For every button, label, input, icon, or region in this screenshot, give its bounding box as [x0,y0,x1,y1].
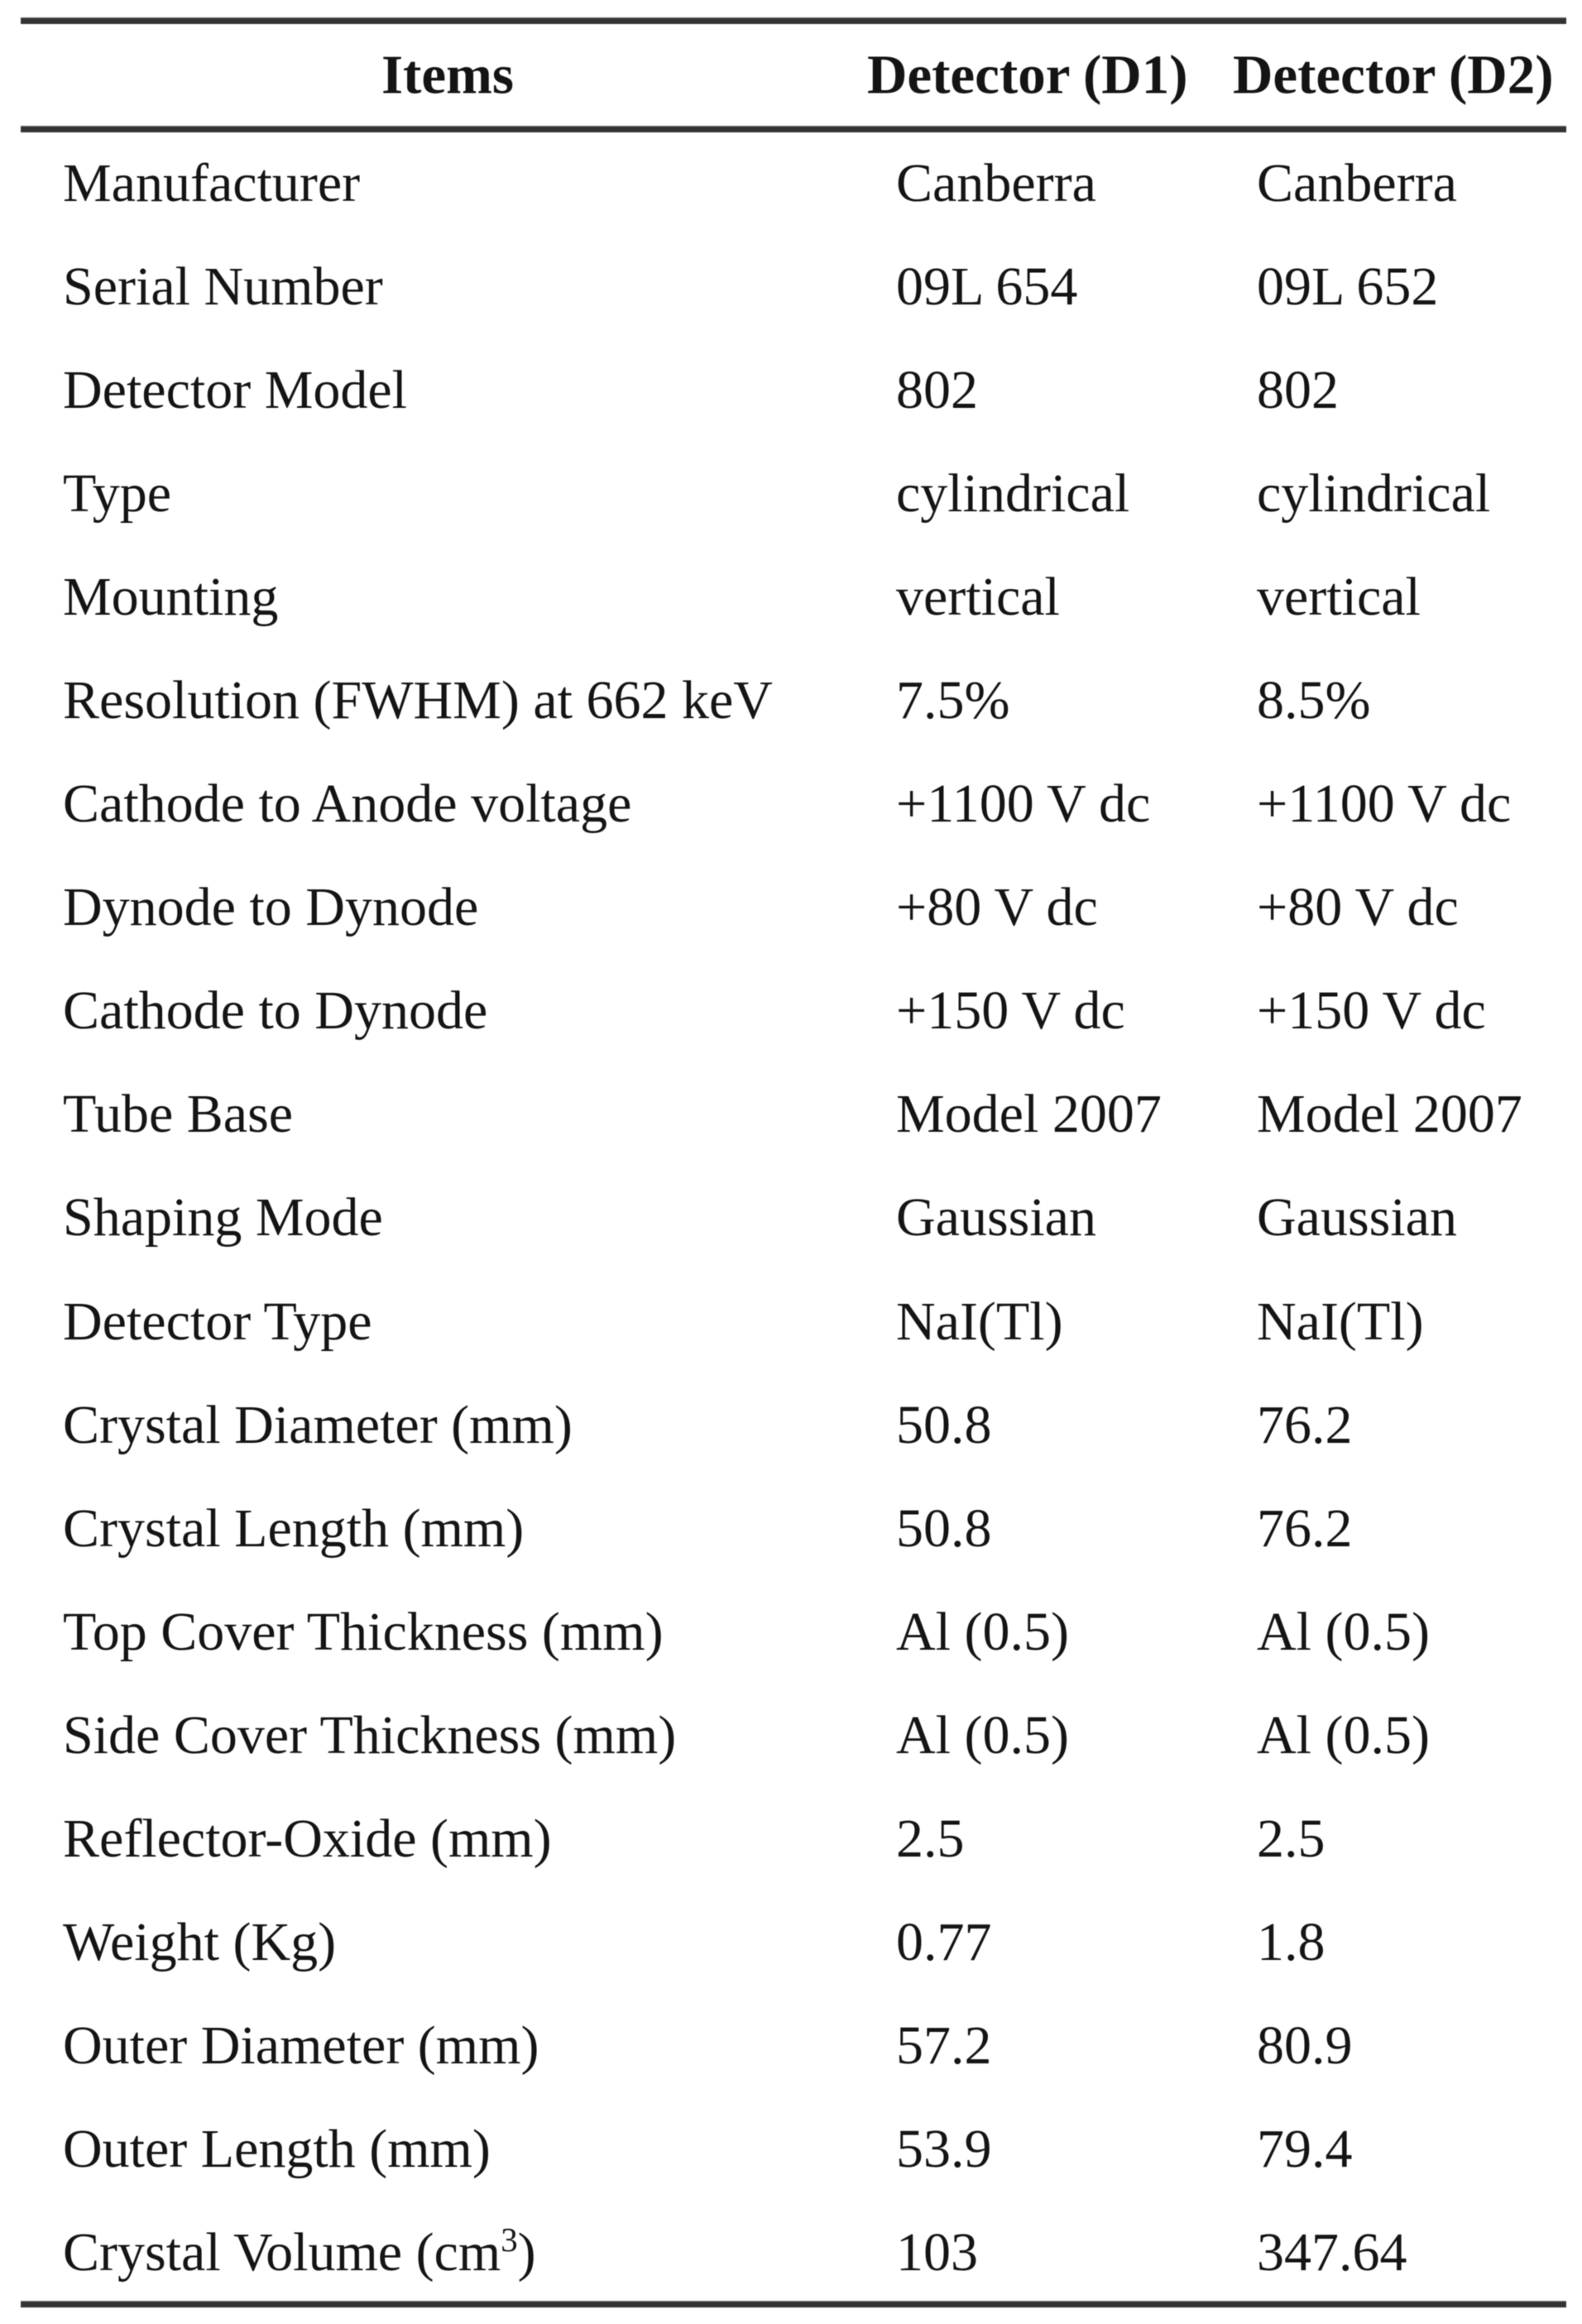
d1-value: cylindrical [896,462,1130,524]
d1-value: 50.8 [896,1497,992,1559]
item-label: Mounting [63,566,279,627]
table-bottom-rule [21,2301,1566,2307]
d1-value: Model 2007 [896,1084,1162,1145]
item-label: Crystal Diameter (mm) [63,1394,573,1455]
d2-value: +1100 V dc [1257,774,1512,835]
d1-value: 802 [896,359,978,420]
d2-value: 76.2 [1257,1394,1353,1455]
table-row [0,1891,1582,1995]
d2-value: NaI(Tl) [1257,1291,1424,1352]
header-items: Items [381,44,514,105]
d1-value: 53.9 [896,2119,992,2180]
table-row [0,1167,1582,1270]
d2-value: Model 2007 [1257,1084,1522,1145]
header-detector-d2: Detector (D2) [1233,44,1554,105]
item-label: Crystal Length (mm) [63,1497,525,1559]
d2-value: +150 V dc [1257,980,1486,1042]
item-label: Outer Length (mm) [63,2119,491,2180]
item-label: Type [63,462,172,524]
item-label: Resolution (FWHM) at 662 keV [63,670,773,731]
d1-value: +80 V dc [896,877,1098,938]
table-row [0,338,1582,442]
table-row [0,1477,1582,1580]
d1-value: +1100 V dc [896,774,1151,835]
header-detector-d1: Detector (D1) [867,44,1188,105]
d2-value: 09L 652 [1257,256,1439,317]
item-label: Serial Number [63,256,383,317]
item-label: Top Cover Thickness (mm) [63,1601,664,1662]
item-label: Cathode to Dynode [63,980,488,1042]
d1-value: NaI(Tl) [896,1291,1063,1352]
d2-value: 1.8 [1257,1912,1326,1973]
d2-value: Al (0.5) [1257,1704,1430,1766]
d2-value: Al (0.5) [1257,1601,1430,1662]
table-row [0,649,1582,752]
d2-value: 802 [1257,359,1339,420]
d2-value: vertical [1257,566,1421,627]
d2-value: Canberra [1257,152,1457,213]
table-row [0,442,1582,545]
d1-value: 0.77 [896,1912,992,1973]
d2-value: 80.9 [1257,2015,1353,2077]
item-label: Detector Model [63,359,408,420]
table-row [0,1995,1582,2098]
d1-value: 2.5 [896,1809,965,1870]
item-label: Side Cover Thickness (mm) [63,1704,677,1766]
d1-value: 09L 654 [896,256,1078,317]
table-row [0,960,1582,1063]
item-label-text: ) [517,2222,536,2283]
d2-value: cylindrical [1257,462,1491,524]
d1-value: +150 V dc [896,980,1125,1042]
d2-value: 8.5% [1257,670,1371,731]
table-row [0,132,1582,235]
superscript-3: 3 [501,2221,518,2259]
table-row [0,1788,1582,1891]
item-label [0,2221,896,2284]
d1-value: 103 [896,2222,978,2283]
table-row [0,235,1582,338]
d2-value: 79.4 [1257,2119,1353,2180]
d1-value: 57.2 [896,2015,992,2077]
item-label: Weight (Kg) [63,1912,337,1973]
d1-value: 50.8 [896,1394,992,1455]
item-label: Cathode to Anode voltage [63,774,632,835]
d2-value: +80 V dc [1257,877,1459,938]
item-label: Reflector-Oxide (mm) [63,1809,552,1870]
table-row [0,2202,1582,2305]
d1-value: Al (0.5) [896,1704,1069,1766]
table-top-rule [21,17,1566,24]
table-row [0,1063,1582,1167]
table-row [0,753,1582,856]
table-row [0,856,1582,960]
table-row [0,545,1582,649]
item-label: Shaping Mode [63,1187,383,1248]
item-label: Manufacturer [63,152,361,213]
d2-value: Gaussian [1257,1187,1457,1248]
d1-value: 7.5% [896,670,1010,731]
item-label: Detector Type [63,1291,372,1352]
item-label-text: Crystal Volume (cm [63,2222,501,2283]
item-label: Outer Diameter (mm) [63,2015,539,2077]
d1-value: Gaussian [896,1187,1096,1248]
d2-value: 2.5 [1257,1809,1326,1870]
spec-table-body [0,132,1582,2305]
table-row [0,1684,1582,1787]
d1-value: Al (0.5) [896,1601,1069,1662]
d1-value: vertical [896,566,1060,627]
item-label: Dynode to Dynode [63,877,479,938]
table-row [0,2098,1582,2202]
d1-value: Canberra [896,152,1096,213]
table-row [0,1580,1582,1684]
table-row [0,1270,1582,1373]
d2-value: 76.2 [1257,1497,1353,1559]
item-label: Tube Base [63,1084,294,1145]
d2-value: 347.64 [1257,2222,1407,2283]
table-row [0,1373,1582,1477]
table-header-row [0,24,1582,126]
